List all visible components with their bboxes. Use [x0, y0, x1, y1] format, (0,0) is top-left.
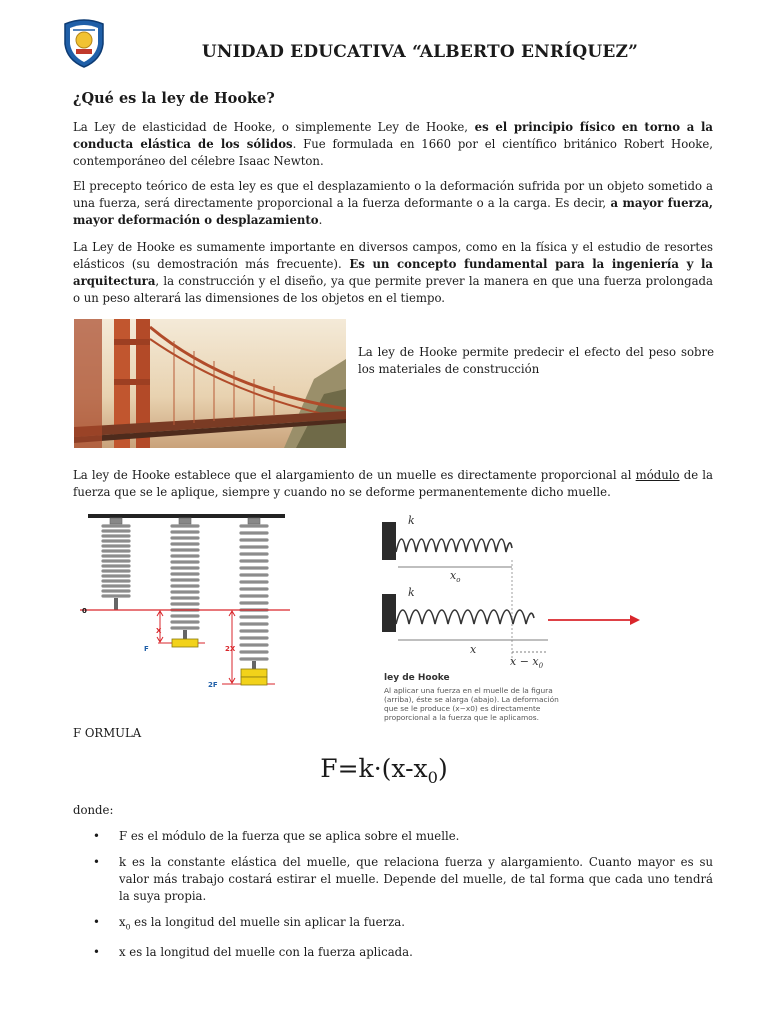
list-item: • $x_0$ es la longitud del muelle sin aplicar la fuerza.: [93, 915, 405, 932]
list-item: • k es la constante elástica del muelle, que relaciona fuerza y alargamiento. Cuanto mayor es su valor más trabajo costará estirar el muelle. Depende del muelle, de tal forma que cada uno tendrá la suya propia.: [93, 855, 713, 903]
formula-label: F ORMULA: [73, 726, 142, 740]
modulo-link[interactable]: módulo: [635, 468, 680, 482]
bullet-icon: •: [93, 855, 100, 869]
list-item: • F es el módulo de la fuerza que se aplica sobre el muelle.: [93, 829, 460, 843]
fig2-k-bottom-label: k: [408, 586, 415, 599]
fig1-zero-label: 0: [82, 607, 87, 615]
fig2-caption-line-2: (arriba), éste se alarga (abajo). La deformación: [384, 695, 559, 704]
bullet-icon: •: [93, 829, 100, 843]
paragraph-3: La Ley de Hooke es sumamente importante en diversos campos, como en la física y el estudio de resortes elásticos (su demostración más frecuente). Es un concepto fundamental para la ingeniería y la arquitectura, la construcción y el diseño, ya que permite prever la manera en que una fuerza prolongada o un peso alterará las dimensiones de los objetos en el tiempo.: [73, 240, 713, 305]
fig2-x-minus-x0-label: $x - x_0$: [510, 655, 544, 670]
bullet-icon: •: [93, 945, 100, 960]
donde-label: donde:: [73, 803, 114, 817]
paragraph-2: El precepto teórico de esta ley es que el desplazamiento o la deformación sufrida por un objeto sometido a una fuerza, será directamente proporcional a la fuerza deformante o a la carga. Es decir, a mayor fuerza, mayor deformación o desplazamiento.: [73, 179, 713, 227]
bridge-photo: [74, 319, 346, 448]
fig1-2x-label: 2X: [225, 645, 236, 653]
fig2-x0-label: $x_o$: [450, 569, 461, 584]
school-crest-logo: [61, 18, 107, 68]
fig2-caption-line-1: Al aplicar una fuerza en el muelle de la figura: [384, 686, 553, 695]
fig2-x-label: x: [470, 643, 477, 656]
bullet-icon: •: [93, 915, 100, 929]
article-heading: ¿Qué es la ley de Hooke?: [73, 90, 275, 107]
fig2-caption-line-4: proporcional a la fuerza que le aplicamos.: [384, 713, 539, 722]
list-item: • x es la longitud del muelle con la fuerza aplicada.: [93, 945, 413, 960]
fig1-2f-label: 2F: [208, 681, 218, 689]
school-name: UNIDAD EDUCATIVA “ALBERTO ENRÍQUEZ”: [201, 42, 639, 62]
paragraph-1: La Ley de elasticidad de Hooke, o simplemente Ley de Hooke, es el principio físico en torno a la conducta elástica de los sólidos. Fue formulada en 1660 por el científico británico Robert Hooke, contemporáneo del célebre Isaac Newton.: [73, 120, 713, 168]
hooke-formula: $F=k\cdot(x-x_0)$: [320, 754, 448, 787]
fig1-x-label: X: [156, 627, 162, 635]
bridge-caption: La ley de Hooke permite predecir el efecto del peso sobre los materiales de construcción: [358, 345, 714, 376]
fig2-k-top-label: k: [408, 514, 415, 527]
hooke-spring-figure: [380, 512, 650, 722]
three-springs-figure: [80, 510, 295, 690]
fig2-title: ley de Hooke: [384, 673, 450, 683]
fig2-caption-line-3: que se le produce (x−x0) es directamente: [384, 704, 541, 713]
definitions-list: [73, 828, 713, 970]
paragraph-4: La ley de Hooke establece que el alargamiento de un muelle es directamente proporcional al módulo de la fuerza que se le aplique, siempre y cuando no se deforme permanentemente dicho muelle.: [73, 468, 713, 499]
fig1-f-label: F: [144, 645, 149, 653]
